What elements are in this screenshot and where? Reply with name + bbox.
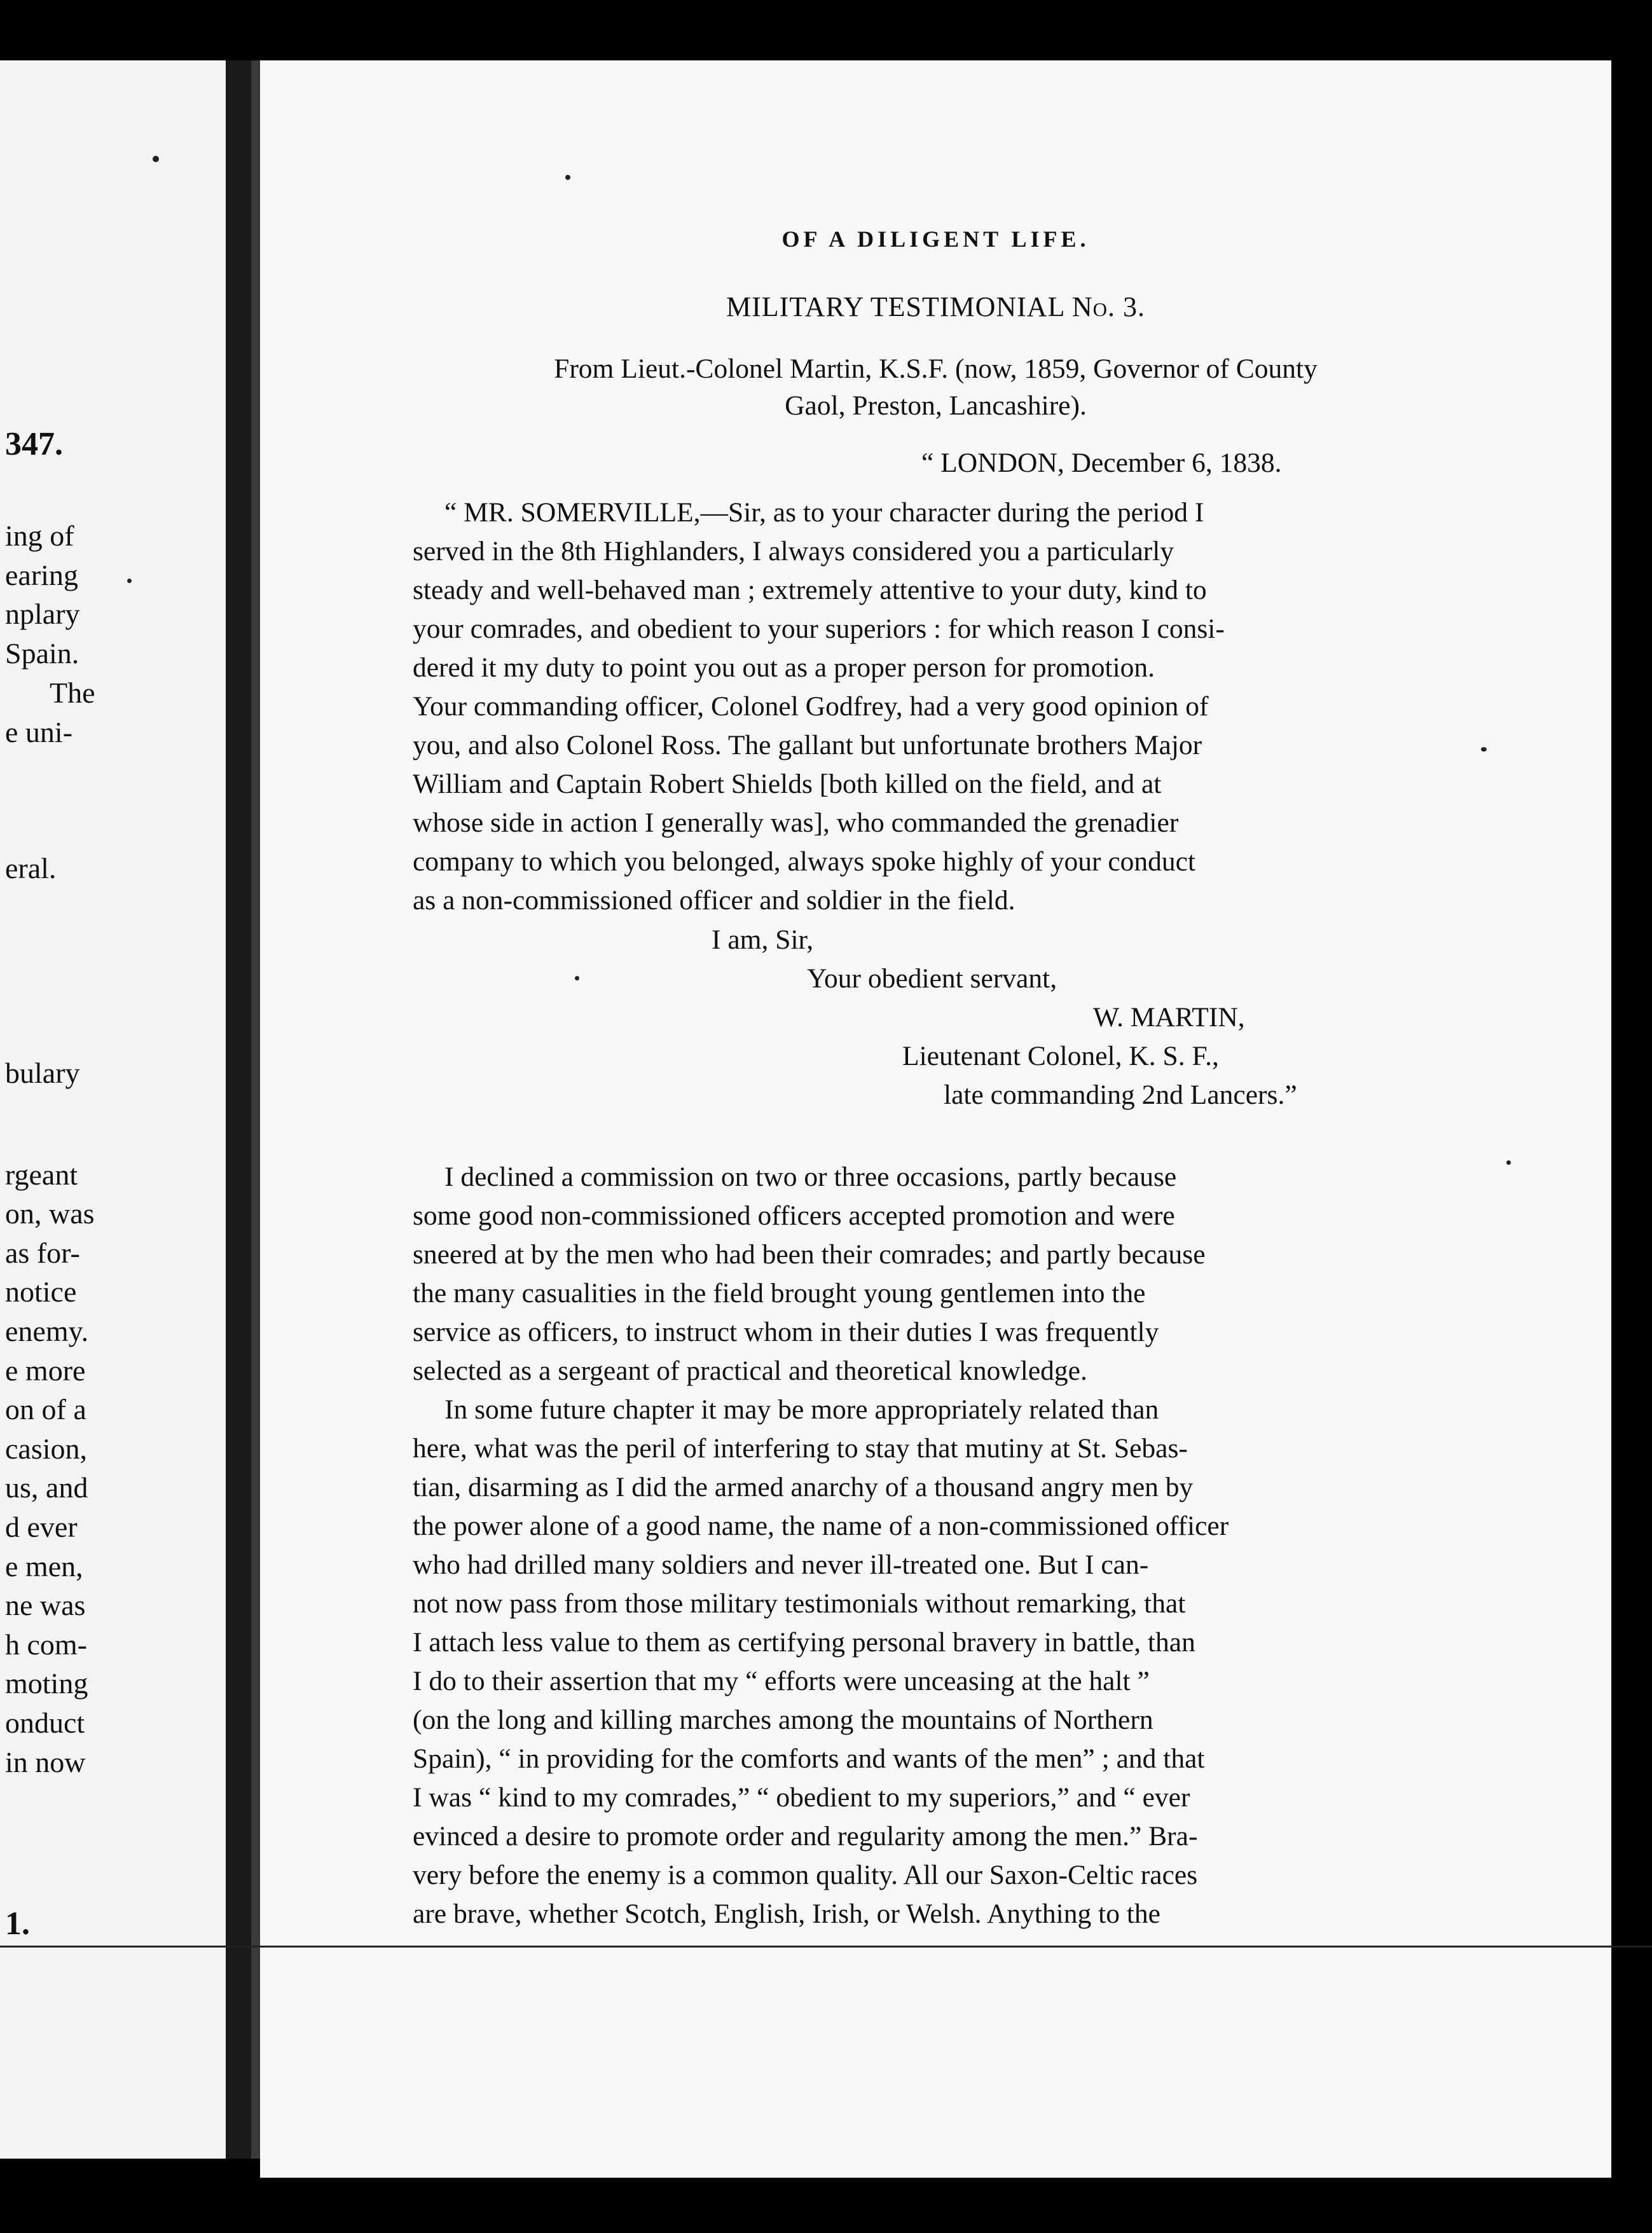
running-head: OF A DILIGENT LIFE. xyxy=(781,226,1090,252)
letter-salutation: I am, Sir, xyxy=(712,924,814,955)
scan-rule-line xyxy=(0,1946,1652,1948)
body-line: here, what was the peril of interfering to stay that mutiny at St. Sebas- xyxy=(413,1433,1188,1464)
body-line: (on the long and killing marches among the mountains of Northern xyxy=(413,1705,1153,1735)
letter-line: you, and also Colonel Ross. The gallant but unfortunate brothers Major xyxy=(413,730,1202,760)
body-line: the power alone of a good name, the name of a non-commissioned officer xyxy=(413,1511,1229,1541)
body-line: I attach less value to them as certifying personal bravery in battle, than xyxy=(413,1627,1195,1658)
body-line: very before the enemy is a common quality. All our Saxon-Celtic races xyxy=(413,1860,1198,1890)
left-fragment: us, and xyxy=(5,1471,88,1504)
body-line: evinced a desire to promote order and regularity among the men.” Bra- xyxy=(413,1821,1198,1852)
testimonial-title: MILITARY TESTIMONIAL No. 3. xyxy=(726,291,1145,322)
body-line: service as officers, to instruct whom in their duties I was frequently xyxy=(413,1317,1159,1347)
body-line: In some future chapter it may be more appropriately related than xyxy=(444,1394,1159,1425)
left-fragment: on of a xyxy=(5,1393,86,1426)
letter-line: “ MR. SOMERVILLE,—Sir, as to your character during the period I xyxy=(444,497,1204,528)
left-fragment: enemy. xyxy=(5,1315,89,1347)
left-fragment: ne was xyxy=(5,1589,86,1621)
ink-speck xyxy=(575,976,579,980)
letter-line: your comrades, and obedient to your superiors : for which reason I consi- xyxy=(413,614,1225,644)
letter-rank: Lieutenant Colonel, K. S. F., xyxy=(902,1041,1219,1071)
letter-line: company to which you belonged, always spoke highly of your conduct xyxy=(413,846,1196,877)
left-fragment: earing xyxy=(5,559,78,591)
body-line: I declined a commission on two or three occasions, partly because xyxy=(444,1162,1177,1192)
body-line: I was “ kind to my comrades,” “ obedient to my superiors,” and “ ever xyxy=(413,1782,1190,1813)
body-line: tian, disarming as I did the armed anarchy of a thousand angry men by xyxy=(413,1472,1194,1502)
letter-line: steady and well-behaved man ; extremely attentive to your duty, kind to xyxy=(413,575,1207,605)
body-line: not now pass from those military testimonials without remarking, that xyxy=(413,1588,1186,1619)
dateline: “ LONDON, December 6, 1838. xyxy=(921,448,1282,478)
left-fragment: ing of xyxy=(5,519,74,552)
letter-line: William and Captain Robert Shields [both killed on the field, and at xyxy=(413,769,1162,799)
from-line: From Lieut.-Colonel Martin, K.S.F. (now, 1859, Governor of County xyxy=(554,354,1318,384)
ink-speck xyxy=(565,175,570,180)
left-fragment: rgeant xyxy=(5,1158,78,1191)
left-fragment: Spain. xyxy=(5,637,79,670)
from-line: Gaol, Preston, Lancashire). xyxy=(785,390,1087,421)
left-page xyxy=(0,60,226,2159)
letter-line: served in the 8th Highlanders, I always considered you a particularly xyxy=(413,536,1174,567)
left-fragment: 1. xyxy=(5,1906,30,1942)
body-line: selected as a sergeant of practical and theoretical knowledge. xyxy=(413,1356,1087,1386)
left-fragment: e more xyxy=(5,1354,86,1387)
ink-speck xyxy=(127,579,132,583)
left-fragment: bulary xyxy=(5,1057,80,1089)
ink-speck xyxy=(153,156,159,162)
body-line: the many casualities in the field brought young gentlemen into the xyxy=(413,1278,1146,1309)
letter-line: Your commanding officer, Colonel Godfrey, had a very good opinion of xyxy=(413,691,1209,722)
left-fragment: as for- xyxy=(5,1237,80,1269)
letter-signature: W. MARTIN, xyxy=(1093,1002,1245,1033)
left-fragment: moting xyxy=(5,1667,88,1700)
left-fragment: d ever xyxy=(5,1511,78,1543)
letter-post: late commanding 2nd Lancers.” xyxy=(944,1080,1297,1110)
body-line: are brave, whether Scotch, English, Irish, or Welsh. Anything to the xyxy=(413,1899,1160,1929)
letter-valediction: Your obedient servant, xyxy=(807,963,1057,994)
left-fragment: notice xyxy=(5,1275,77,1308)
left-fragment: nplary xyxy=(5,598,80,630)
left-fragment: onduct xyxy=(5,1707,85,1739)
ink-speck xyxy=(1506,1160,1511,1165)
letter-line: whose side in action I generally was], who commanded the grenadier xyxy=(413,807,1179,838)
body-line: who had drilled many soldiers and never ill-treated one. But I can- xyxy=(413,1549,1149,1580)
ink-speck xyxy=(1481,747,1487,752)
left-fragment: on, was xyxy=(5,1197,95,1230)
left-fragment: e uni- xyxy=(5,716,73,748)
left-fragment: eral. xyxy=(5,852,57,884)
left-fragment: casion, xyxy=(5,1433,88,1465)
left-fragment: 347. xyxy=(5,426,63,462)
letter-line: as a non-commissioned officer and soldier in the field. xyxy=(413,885,1015,916)
gutter-edge xyxy=(251,60,260,2159)
left-fragment: The xyxy=(50,677,95,709)
left-fragment: in now xyxy=(5,1746,86,1778)
left-fragment: e men, xyxy=(5,1550,83,1583)
body-line: I do to their assertion that my “ efforts were unceasing at the halt ” xyxy=(413,1666,1150,1696)
right-page xyxy=(260,60,1611,2178)
body-line: Spain), “ in providing for the comforts and wants of the men” ; and that xyxy=(413,1743,1205,1774)
body-line: some good non-commissioned officers accepted promotion and were xyxy=(413,1200,1175,1231)
left-fragment: h com- xyxy=(5,1628,88,1661)
body-line: sneered at by the men who had been their comrades; and partly because xyxy=(413,1239,1206,1270)
letter-line: dered it my duty to point you out as a proper person for promotion. xyxy=(413,652,1155,683)
